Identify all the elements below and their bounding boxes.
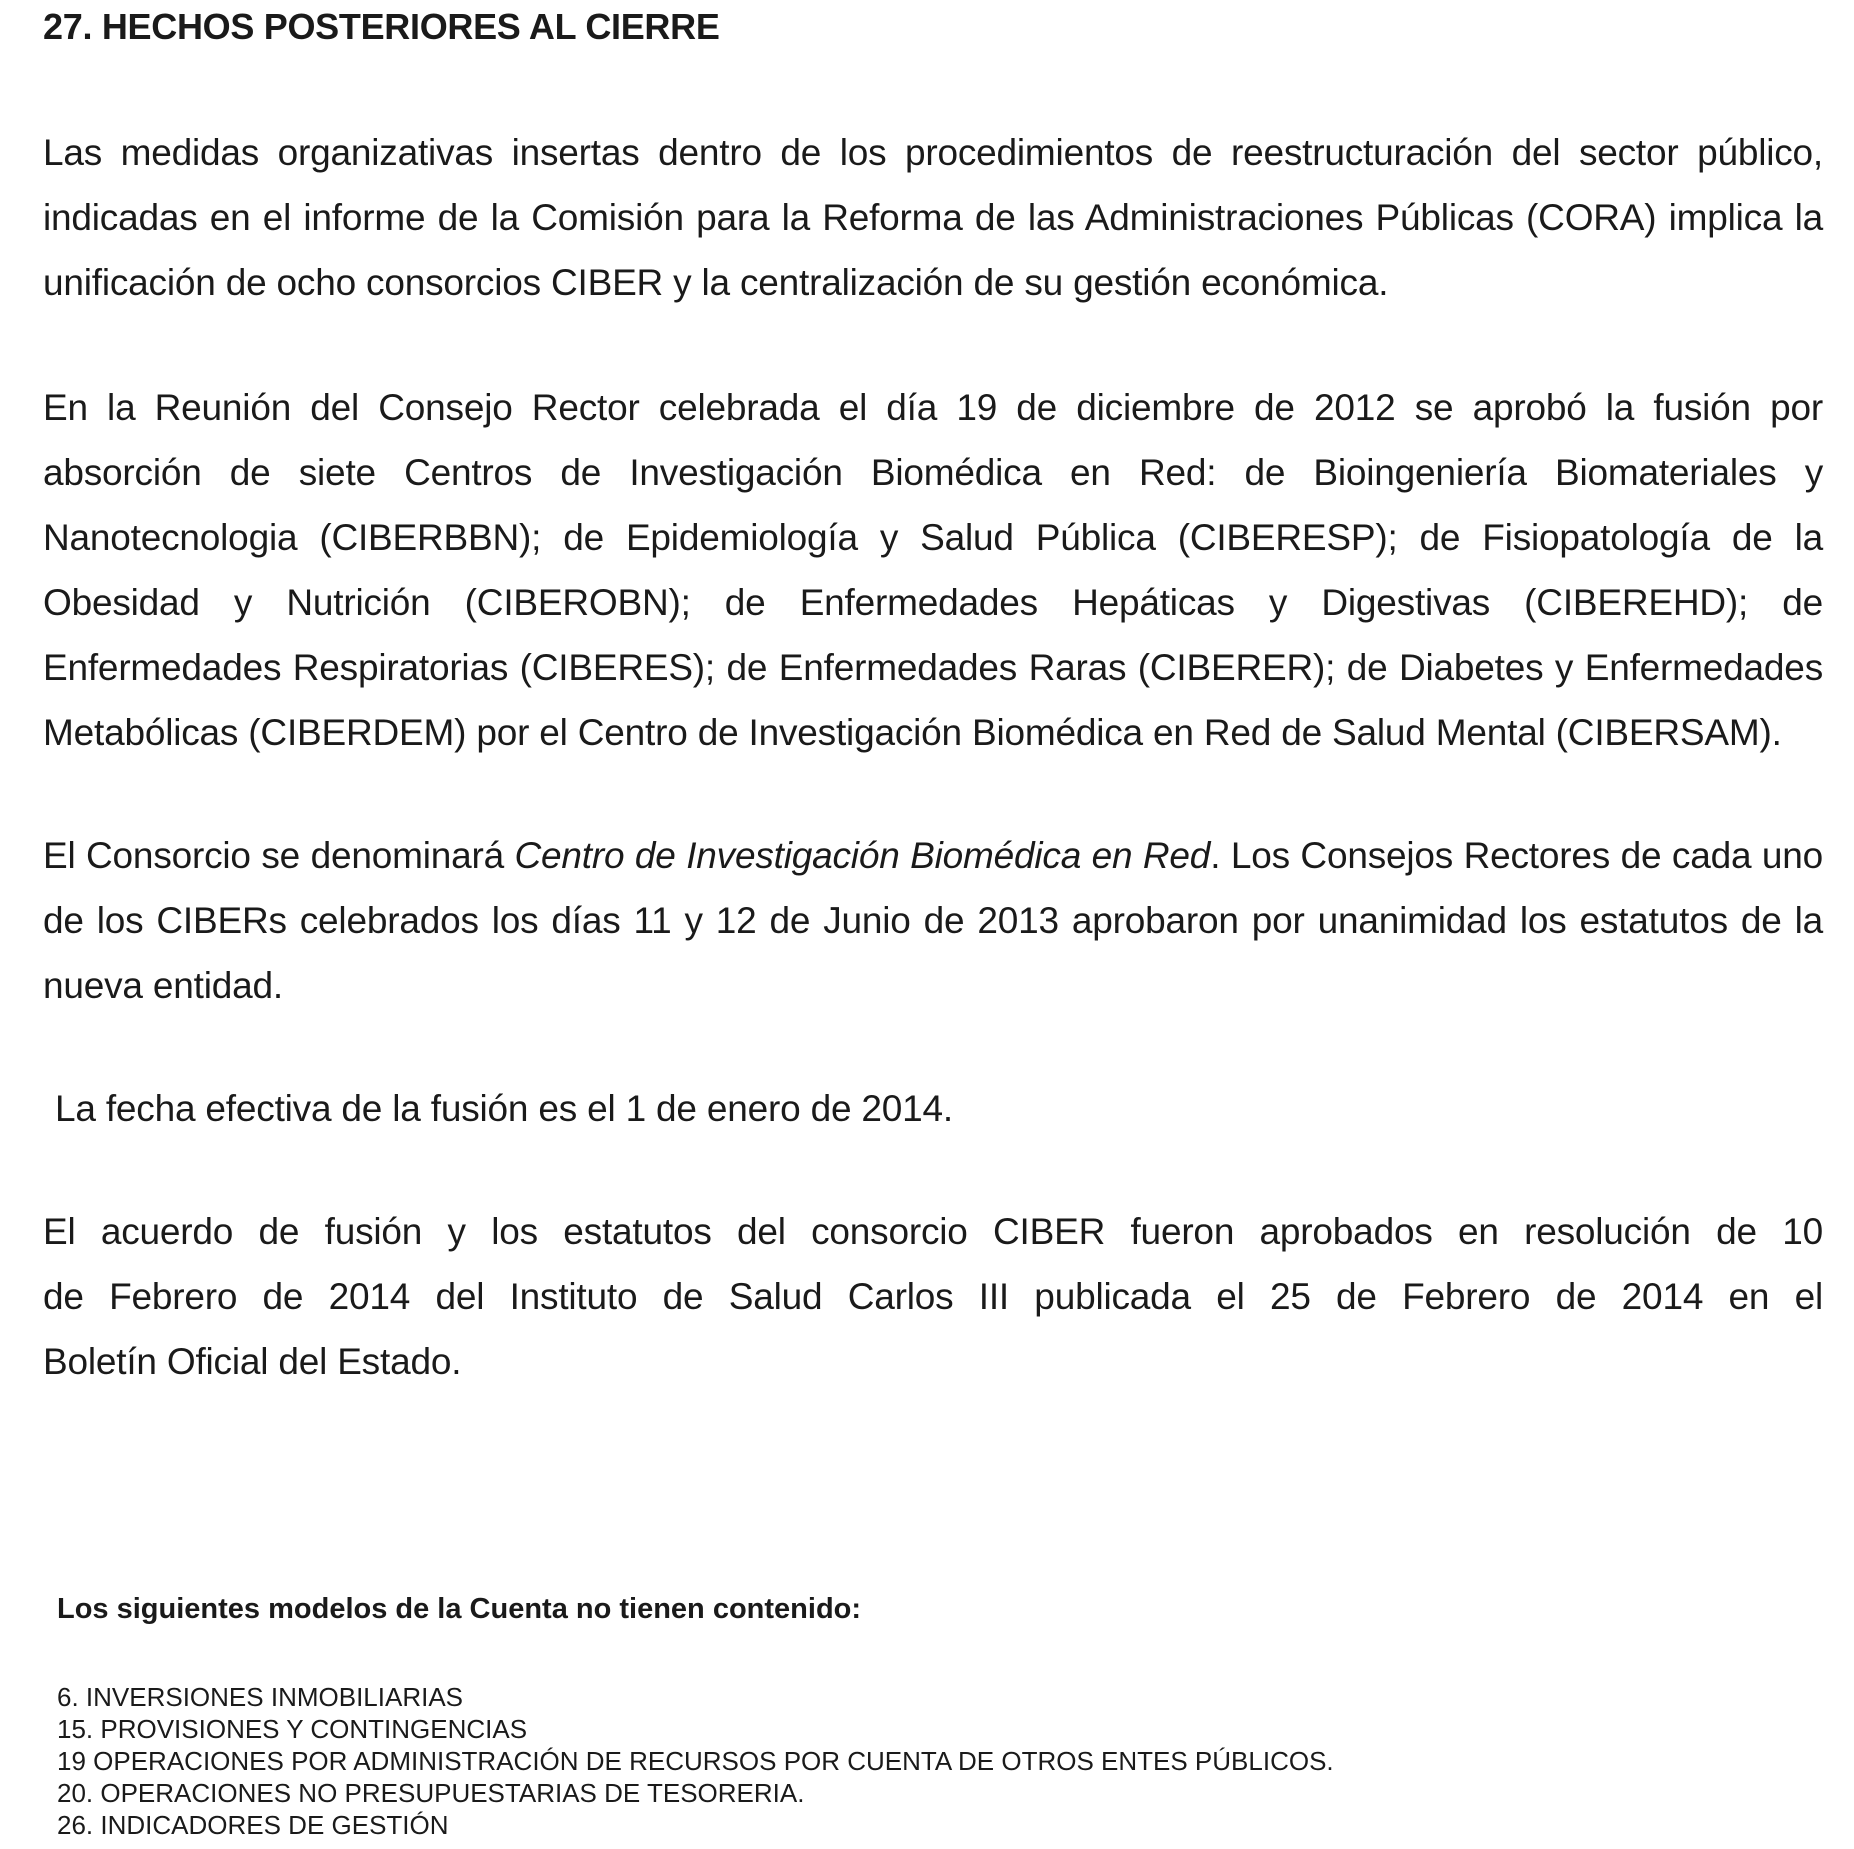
list-item: 26. INDICADORES DE GESTIÓN [57, 1810, 449, 1840]
paragraph-consortium-name [43, 823, 1823, 1018]
list-item: 6. INVERSIONES INMOBILIARIAS [57, 1682, 463, 1712]
consortium-name-italic: Centro de Investigación Biomédica en Red [514, 835, 1211, 876]
paragraph-consortium-name-end: . Los Consejos Rectores de cada uno de los CIBERs celebrados los días 11 y 12 de Junio de 2013 aprobaron por unanimidad los estatutos de la nueva entidad. [43, 835, 1824, 1006]
empty-models-list [57, 1681, 1334, 1841]
paragraph-merger-approval: En la Reunión del Consejo Rector celebrada el día 19 de diciembre de 2012 se aprobó la fusión por absorción de siete Centros de Investigación Biomédica en Red: de Bioingeniería Biomateriales y Nanotecnologia (CIBERBBN); de Epidemiología y Salud Pública (CIBERESP); de Fisiopatología de la Obesidad y Nutrición (CIBEROBN); de Enfermedades Hepáticas y Digestivas (CIBEREHD); de Enfermedades Respiratorias (CIBERES); de Enfermedades Raras (CIBERER); de Diabetes y Enfermedades Metabólicas (CIBERDEM) por el Centro de Investigación Biomédica en Red de Salud Mental (CIBERSAM). [43, 387, 1823, 753]
list-item: 15. PROVISIONES Y CONTINGENCIAS [57, 1714, 528, 1744]
paragraph-boe-publication [43, 1199, 1823, 1394]
paragraph-boe-line-2: de Febrero de 2014 del Instituto de Salud Carlos III publicada el 25 de Febrero de 2014 en el [43, 1276, 1823, 1317]
list-item: 19 OPERACIONES POR ADMINISTRACIÓN DE RECURSOS POR CUENTA DE OTROS ENTES PÚBLICOS. [57, 1746, 1334, 1776]
paragraph-effective-date: La fecha efectiva de la fusión es el 1 de enero de 2014. [55, 1088, 954, 1129]
paragraph-boe-line-3: Boletín Oficial del Estado. [43, 1341, 462, 1382]
paragraph-boe-line-1: El acuerdo de fusión y los estatutos del consorcio CIBER fueron aprobados en resolución de 10 [43, 1211, 1823, 1252]
section-heading: 27. HECHOS POSTERIORES AL CIERRE [43, 6, 720, 47]
empty-models-title: Los siguientes modelos de la Cuenta no tienen contenido: [57, 1593, 862, 1625]
list-item: 20. OPERACIONES NO PRESUPUESTARIAS DE TESORERIA. [57, 1778, 805, 1808]
paragraph-consortium-name-start: El Consorcio se denominará [43, 835, 515, 876]
paragraph-cora-measures: Las medidas organizativas insertas dentro de los procedimientos de reestructuración del sector público, indicadas en el informe de la Comisión para la Reforma de las Administraciones Públicas (CORA) implica la unificación de ocho consorcios CIBER y la centralización de su gestión económica. [43, 132, 1823, 303]
document-page [43, 0, 1823, 1394]
